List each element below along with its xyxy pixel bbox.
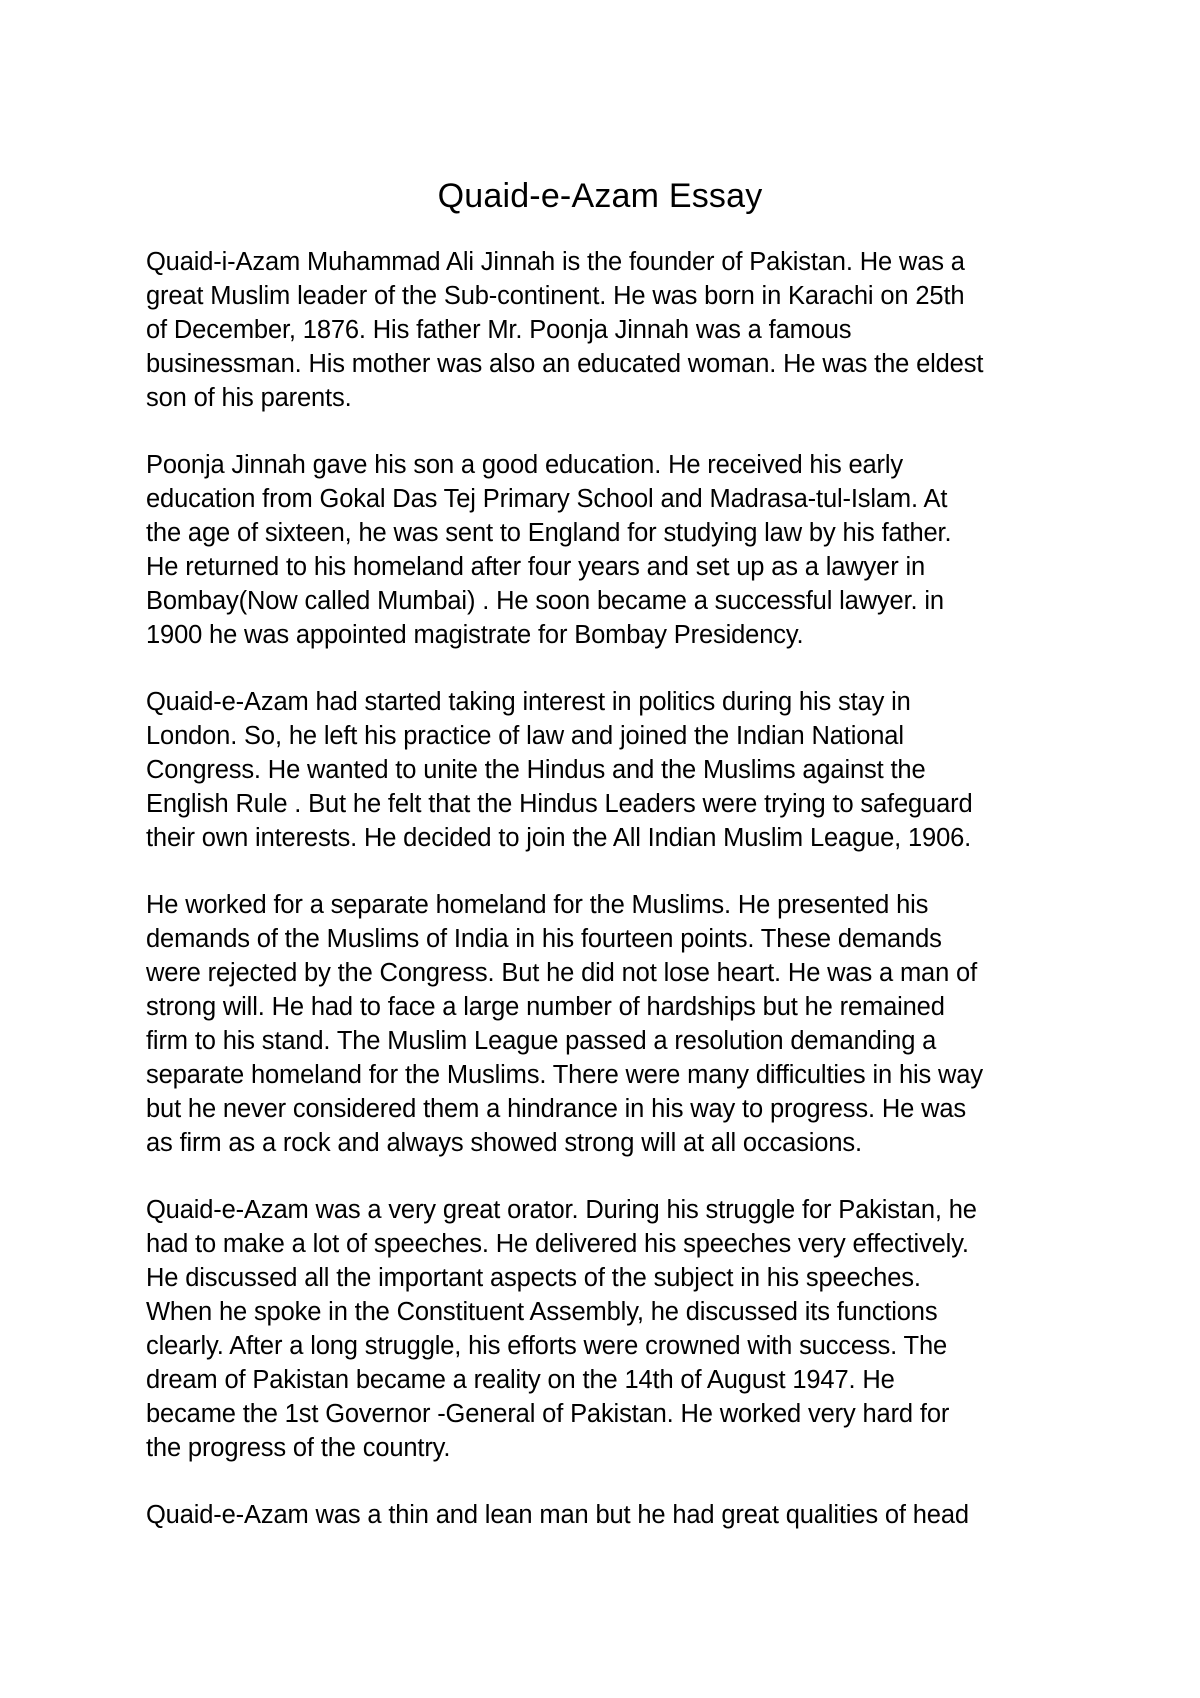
paragraph-line: demands of the Muslims of India in his fourteen points. These demands: [146, 925, 942, 953]
essay-paragraph: [146, 1498, 1086, 1532]
paragraph-line: Quaid-e-Azam was a thin and lean man but he had great qualities of head: [146, 1501, 969, 1529]
paragraph-line: separate homeland for the Muslims. There were many difficulties in his way: [146, 1061, 983, 1089]
paragraph-line: of December, 1876. His father Mr. Poonja Jinnah was a famous: [146, 316, 852, 344]
paragraph-line: firm to his stand. The Muslim League passed a resolution demanding a: [146, 1027, 937, 1055]
paragraph-line: businessman. His mother was also an educated woman. He was the eldest: [146, 350, 984, 378]
essay-paragraph: [146, 888, 1086, 1160]
paragraph-line: Quaid-e-Azam had started taking interest in politics during his stay in: [146, 688, 911, 716]
paragraph-line: London. So, he left his practice of law and joined the Indian National: [146, 722, 904, 750]
document-title: Quaid-e-Azam Essay: [437, 177, 763, 215]
paragraph-line: Poonja Jinnah gave his son a good education. He received his early: [146, 451, 904, 479]
paragraph-line: education from Gokal Das Tej Primary School and Madrasa-tul-Islam. At: [146, 485, 948, 513]
paragraph-line: Congress. He wanted to unite the Hindus and the Muslims against the: [146, 756, 926, 784]
paragraph-line: He discussed all the important aspects of the subject in his speeches.: [146, 1264, 921, 1292]
paragraph-line: their own interests. He decided to join the All Indian Muslim League, 1906.: [146, 824, 972, 852]
paragraph-line: clearly. After a long struggle, his efforts were crowned with success. The: [146, 1332, 948, 1360]
essay-paragraph: [146, 1193, 1086, 1465]
paragraph-line: 1900 he was appointed magistrate for Bombay Presidency.: [146, 621, 804, 649]
paragraph-line: the age of sixteen, he was sent to England for studying law by his father.: [146, 519, 952, 547]
paragraph-line: the progress of the country.: [146, 1434, 451, 1462]
essay-body: [146, 245, 1086, 1565]
paragraph-line: Bombay(Now called Mumbai) . He soon became a successful lawyer. in: [146, 587, 944, 615]
paragraph-line: were rejected by the Congress. But he did not lose heart. He was a man of: [146, 959, 978, 987]
paragraph-line: He worked for a separate homeland for the Muslims. He presented his: [146, 891, 929, 919]
paragraph-line: strong will. He had to face a large number of hardships but he remained: [146, 993, 945, 1021]
paragraph-line: great Muslim leader of the Sub-continent. He was born in Karachi on 25th: [146, 282, 965, 310]
paragraph-line: Quaid-i-Azam Muhammad Ali Jinnah is the founder of Pakistan. He was a: [146, 248, 965, 276]
paragraph-line: had to make a lot of speeches. He delivered his speeches very effectively.: [146, 1230, 969, 1258]
paragraph-line: as firm as a rock and always showed strong will at all occasions.: [146, 1129, 862, 1157]
paragraph-line: but he never considered them a hindrance in his way to progress. He was: [146, 1095, 966, 1123]
essay-paragraph: [146, 448, 1086, 652]
paragraph-line: son of his parents.: [146, 384, 352, 412]
paragraph-line: He returned to his homeland after four years and set up as a lawyer in: [146, 553, 926, 581]
paragraph-line: Quaid-e-Azam was a very great orator. During his struggle for Pakistan, he: [146, 1196, 977, 1224]
paragraph-line: became the 1st Governor -General of Pakistan. He worked very hard for: [146, 1400, 950, 1428]
paragraph-line: English Rule . But he felt that the Hindus Leaders were trying to safeguard: [146, 790, 973, 818]
essay-paragraph: [146, 685, 1086, 855]
paragraph-line: dream of Pakistan became a reality on the 14th of August 1947. He: [146, 1366, 895, 1394]
essay-paragraph: [146, 245, 1086, 415]
paragraph-line: When he spoke in the Constituent Assembly, he discussed its functions: [146, 1298, 938, 1326]
